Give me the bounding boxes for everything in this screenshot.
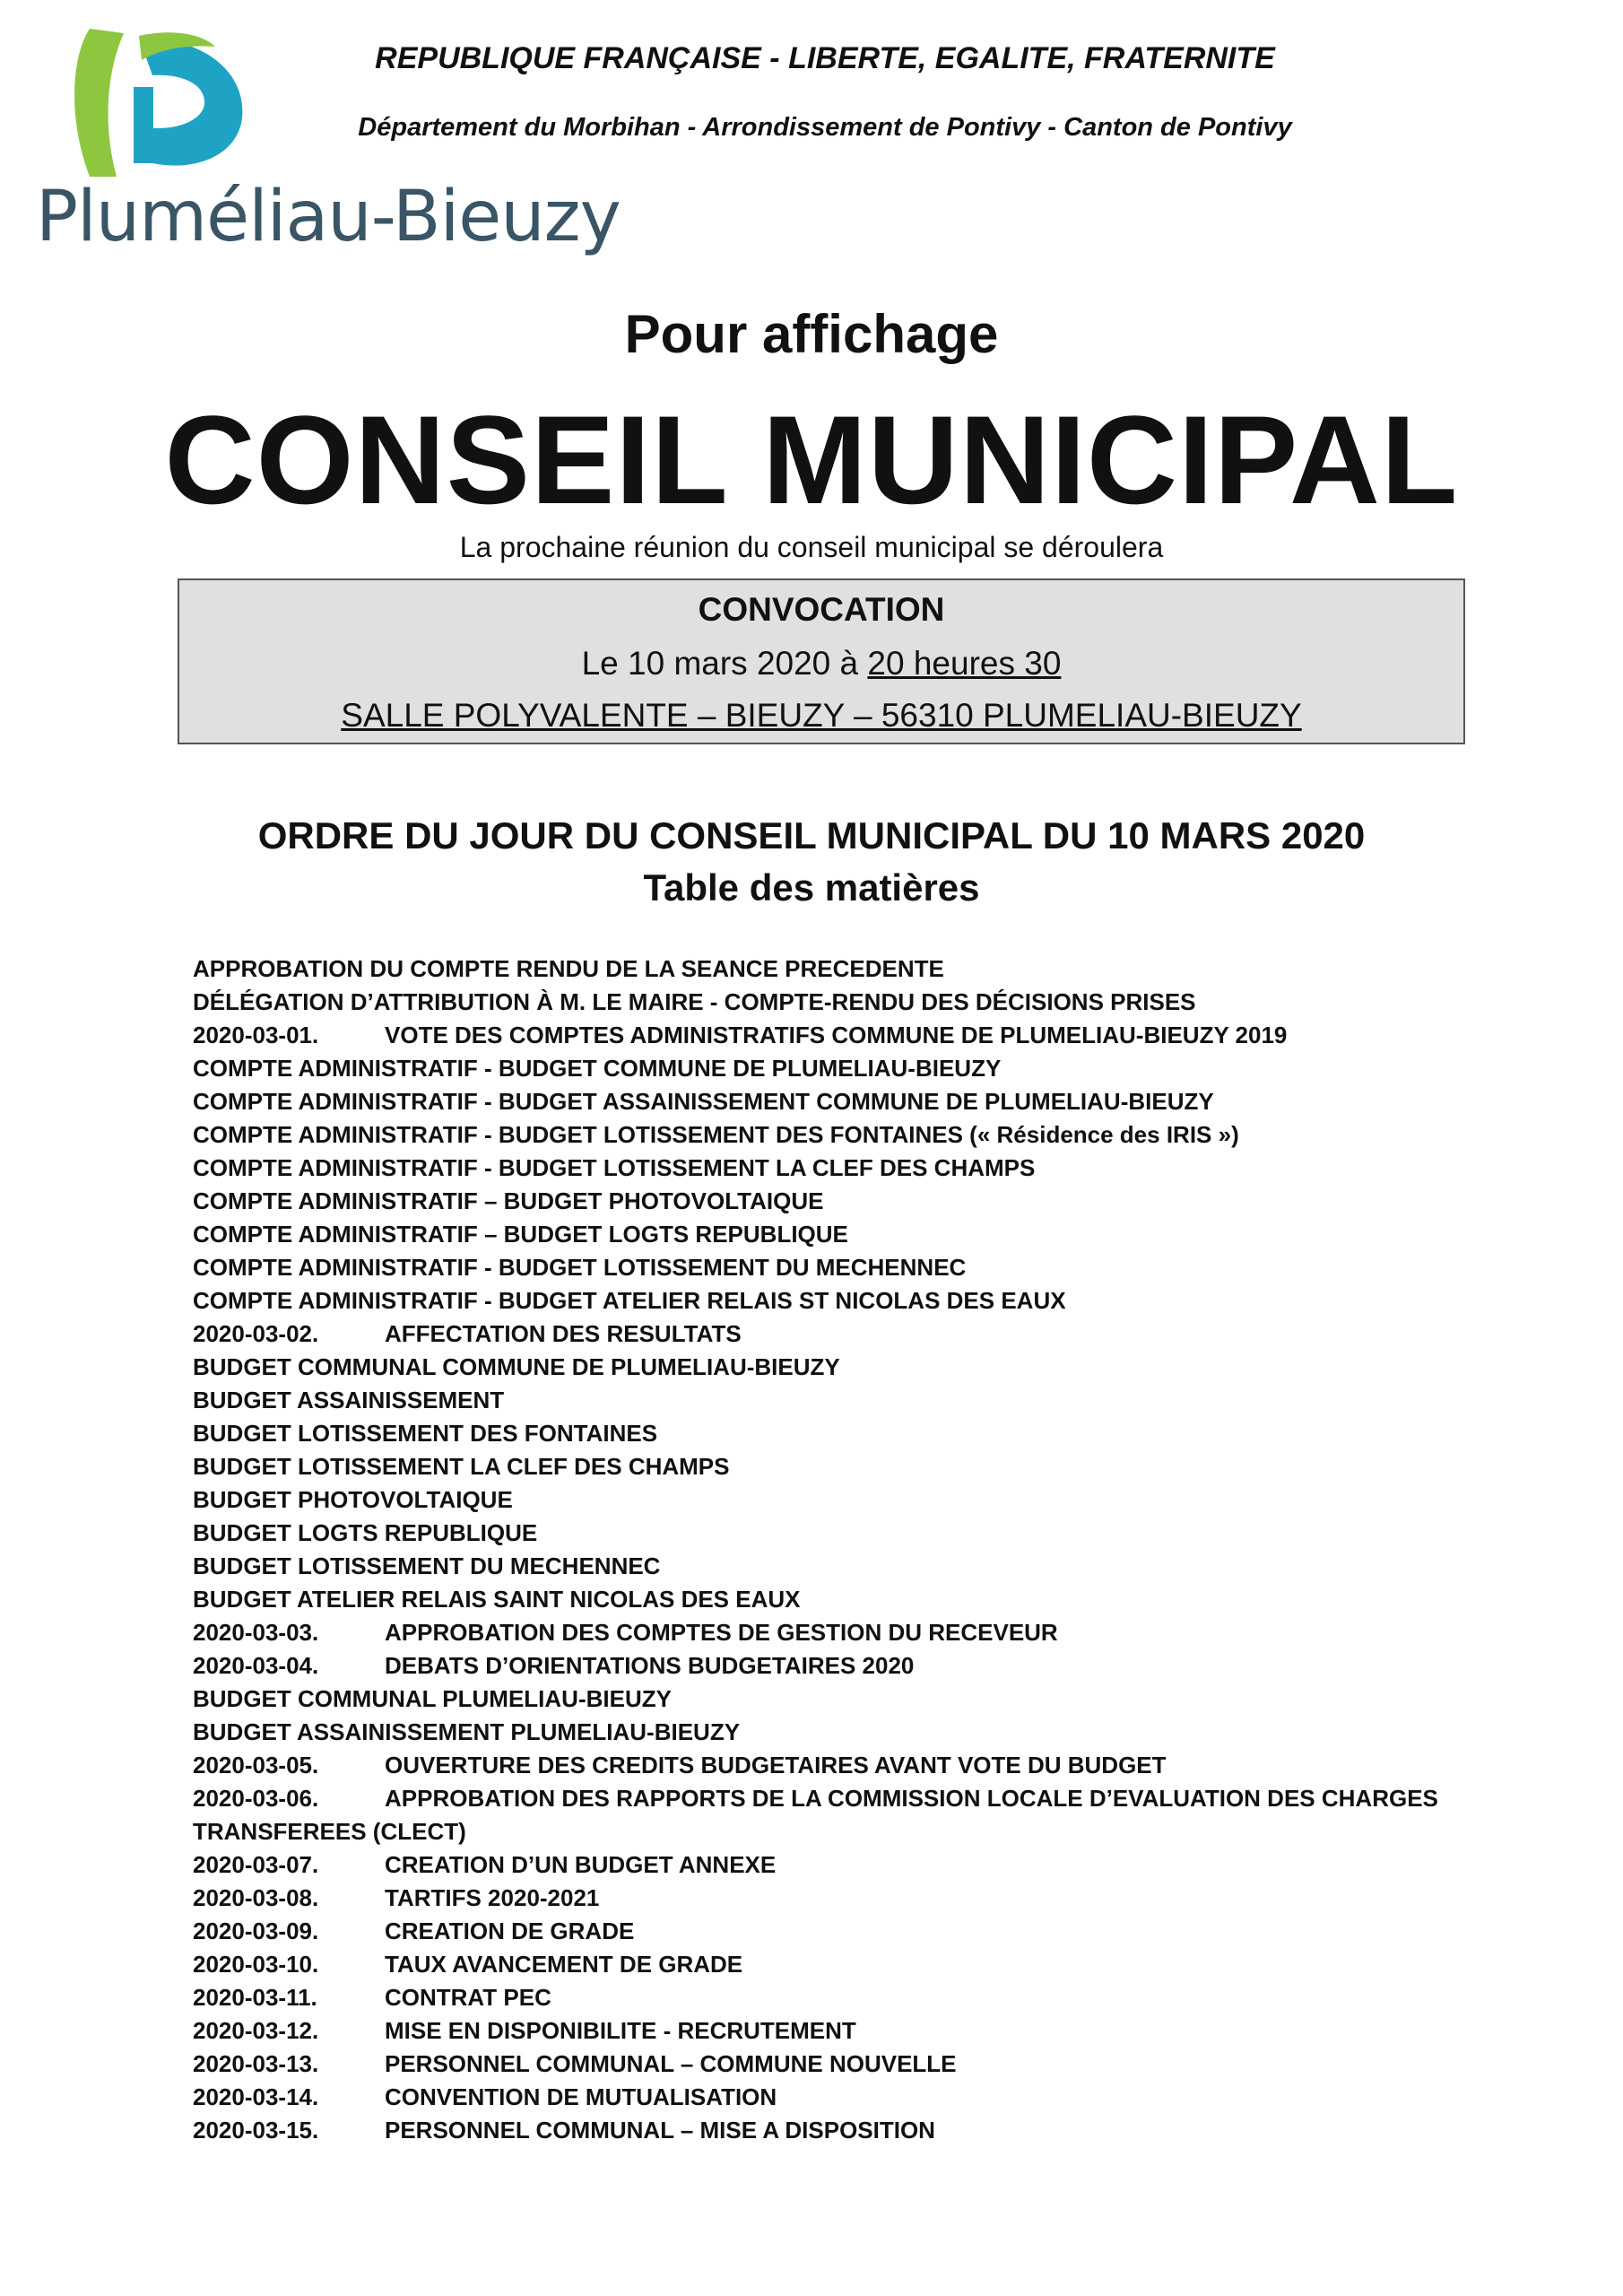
- agenda-item-text: APPROBATION DU COMPTE RENDU DE LA SEANCE PRECEDENTE: [193, 955, 944, 982]
- convocation-place: SALLE POLYVALENTE – BIEUZY – 56310 PLUMELIAU-BIEUZY: [341, 697, 1302, 734]
- agenda-item-text: BUDGET ASSAINISSEMENT PLUMELIAU-BIEUZY: [193, 1718, 741, 1745]
- agenda-item-text: BUDGET COMMUNAL COMMUNE DE PLUMELIAU-BIEUZY: [193, 1353, 840, 1380]
- agenda-item: [193, 986, 1448, 1019]
- agenda-item-text: CONTRAT PEC: [385, 1984, 551, 2011]
- agenda-item-text: PERSONNEL COMMUNAL – COMMUNE NOUVELLE: [385, 2050, 957, 2077]
- agenda-item-text: OUVERTURE DES CREDITS BUDGETAIRES AVANT VOTE DU BUDGET: [385, 1752, 1167, 1779]
- agenda-item: [193, 952, 1448, 986]
- agenda-item-number: 2020-03-10.: [193, 1951, 319, 1978]
- agenda-item-text: COMPTE ADMINISTRATIF - BUDGET LOTISSEMENT LA CLEF DES CHAMPS: [193, 1154, 1036, 1181]
- agenda-item-text: BUDGET LOTISSEMENT LA CLEF DES CHAMPS: [193, 1453, 730, 1480]
- agenda-item: [193, 1351, 1448, 1384]
- agenda-item: [193, 1683, 1448, 1716]
- agenda-item-text: COMPTE ADMINISTRATIF - BUDGET ATELIER RELAIS ST NICOLAS DES EAUX: [193, 1287, 1066, 1314]
- pour-affichage-heading: Pour affichage: [624, 304, 999, 364]
- header-departement: Département du Morbihan - Arrondissement de Pontivy - Canton de Pontivy: [358, 113, 1292, 142]
- agenda-item-number: 2020-03-11.: [193, 1984, 317, 2011]
- agenda-item-number: 2020-03-14.: [193, 2083, 319, 2110]
- agenda-item: [193, 1517, 1448, 1550]
- ordre-du-jour-title: ORDRE DU JOUR DU CONSEIL MUNICIPAL DU 10 MARS 2020: [257, 814, 1366, 857]
- agenda-item-text: CREATION DE GRADE: [385, 1918, 635, 1944]
- agenda-item: [193, 1218, 1448, 1251]
- agenda-item-text: BUDGET LOTISSEMENT DES FONTAINES: [193, 1420, 658, 1447]
- agenda-item: [193, 1550, 1448, 1583]
- agenda-item-text: TAUX AVANCEMENT DE GRADE: [385, 1951, 743, 1978]
- table-des-matieres-title: Table des matières: [643, 866, 980, 909]
- agenda-item: [193, 1649, 1448, 1683]
- agenda-item-number: 2020-03-04.: [193, 1652, 319, 1679]
- agenda-list: [193, 952, 1448, 2147]
- agenda-item-number: 2020-03-09.: [193, 1918, 319, 1944]
- header-republique: REPUBLIQUE FRANÇAISE - LIBERTE, EGALITE, FRATERNITE: [375, 41, 1275, 75]
- agenda-item: [193, 2081, 1448, 2114]
- agenda-item-number: 2020-03-06.: [193, 1785, 319, 1812]
- agenda-item-text: BUDGET LOTISSEMENT DU MECHENNEC: [193, 1552, 661, 1579]
- agenda-item-number: 2020-03-08.: [193, 1884, 319, 1911]
- convocation-box: [178, 578, 1465, 744]
- agenda-item: [193, 1284, 1448, 1318]
- agenda-item-text: DEBATS D’ORIENTATIONS BUDGETAIRES 2020: [385, 1652, 915, 1679]
- agenda-item: [193, 1981, 1448, 2014]
- agenda-item: [193, 1749, 1448, 1782]
- agenda-item-text: BUDGET ASSAINISSEMENT: [193, 1387, 505, 1413]
- agenda-item: [193, 1948, 1448, 1981]
- agenda-item: [193, 2014, 1448, 2048]
- agenda-item-text: BUDGET PHOTOVOLTAIQUE: [193, 1486, 513, 1513]
- convocation-title: CONVOCATION: [698, 591, 945, 628]
- agenda-item-text: CREATION D’UN BUDGET ANNEXE: [385, 1851, 777, 1878]
- agenda-item-number: 2020-03-12.: [193, 2017, 319, 2044]
- agenda-item-text: CONVENTION DE MUTUALISATION: [385, 2083, 777, 2110]
- agenda-item: [193, 1085, 1448, 1118]
- agenda-item-text: COMPTE ADMINISTRATIF - BUDGET ASSAINISSEMENT COMMUNE DE PLUMELIAU-BIEUZY: [193, 1088, 1214, 1115]
- agenda-item-text: APPROBATION DES COMPTES DE GESTION DU RECEVEUR: [385, 1619, 1058, 1646]
- agenda-item-number: 2020-03-15.: [193, 2117, 319, 2144]
- convocation-time: 20 heures 30: [867, 645, 1062, 682]
- agenda-item-text: BUDGET COMMUNAL PLUMELIAU-BIEUZY: [193, 1685, 672, 1712]
- agenda-item: [193, 1318, 1448, 1351]
- agenda-item-text: COMPTE ADMINISTRATIF – BUDGET PHOTOVOLTAIQUE: [193, 1187, 824, 1214]
- agenda-item-text: PERSONNEL COMMUNAL – MISE A DISPOSITION: [385, 2117, 935, 2144]
- agenda-item: [193, 1882, 1448, 1915]
- agenda-item-text: MISE EN DISPONIBILITE - RECRUTEMENT: [385, 2017, 856, 2044]
- agenda-item: [193, 1782, 1448, 1848]
- agenda-item: [193, 1019, 1448, 1052]
- agenda-item: [193, 1483, 1448, 1517]
- agenda-item-text: TARTIFS 2020-2021: [385, 1884, 600, 1911]
- agenda-item-text: COMPTE ADMINISTRATIF – BUDGET LOGTS REPUBLIQUE: [193, 1221, 848, 1248]
- intro-text: La prochaine réunion du conseil municipal se déroulera: [459, 531, 1164, 563]
- agenda-item: [193, 1152, 1448, 1185]
- agenda-item-text: COMPTE ADMINISTRATIF - BUDGET LOTISSEMENT DES FONTAINES (« Résidence des IRIS »): [193, 1121, 1239, 1148]
- agenda-item: [193, 1185, 1448, 1218]
- page-title: CONSEIL MUNICIPAL: [164, 389, 1459, 530]
- agenda-item: [193, 1450, 1448, 1483]
- agenda-item-text: BUDGET LOGTS REPUBLIQUE: [193, 1519, 538, 1546]
- agenda-item-text: DÉLÉGATION D’ATTRIBUTION À M. LE MAIRE - COMPTE-RENDU DES DÉCISIONS PRISES: [193, 988, 1196, 1015]
- agenda-item: [193, 1384, 1448, 1417]
- agenda-item: [193, 1716, 1448, 1749]
- agenda-item: [193, 1915, 1448, 1948]
- agenda-item-text: COMPTE ADMINISTRATIF - BUDGET LOTISSEMENT DU MECHENNEC: [193, 1254, 967, 1281]
- agenda-item-number: 2020-03-13.: [193, 2050, 319, 2077]
- agenda-item: [193, 1052, 1448, 1085]
- agenda-item-number: 2020-03-01.: [193, 1022, 319, 1048]
- logo-emblem-icon: [54, 20, 260, 190]
- agenda-item-number: 2020-03-03.: [193, 1619, 319, 1646]
- agenda-item: [193, 1118, 1448, 1152]
- convocation-date: [179, 645, 1463, 683]
- agenda-item: [193, 1616, 1448, 1649]
- agenda-item: [193, 1251, 1448, 1284]
- agenda-item: [193, 2114, 1448, 2147]
- logo-text: Pluméliau-Bieuzy: [36, 177, 621, 257]
- agenda-item-text: BUDGET ATELIER RELAIS SAINT NICOLAS DES EAUX: [193, 1586, 801, 1613]
- agenda-item: [193, 1583, 1448, 1616]
- agenda-item-number: 2020-03-02.: [193, 1320, 319, 1347]
- agenda-item: [193, 1417, 1448, 1450]
- agenda-item: [193, 1848, 1448, 1882]
- convocation-date-prefix: Le 10 mars 2020 à: [581, 645, 868, 682]
- agenda-item-number: 2020-03-07.: [193, 1851, 319, 1878]
- agenda-item-text: AFFECTATION DES RESULTATS: [385, 1320, 742, 1347]
- agenda-item-text: APPROBATION DES RAPPORTS DE LA COMMISSION LOCALE D’EVALUATION DES CHARGES TRANSFEREES (CLECT): [193, 1785, 1438, 1845]
- agenda-item-number: 2020-03-05.: [193, 1752, 319, 1779]
- agenda-item-text: COMPTE ADMINISTRATIF - BUDGET COMMUNE DE PLUMELIAU-BIEUZY: [193, 1055, 1002, 1082]
- agenda-item: [193, 2048, 1448, 2081]
- agenda-item-text: VOTE DES COMPTES ADMINISTRATIFS COMMUNE DE PLUMELIAU-BIEUZY 2019: [385, 1022, 1288, 1048]
